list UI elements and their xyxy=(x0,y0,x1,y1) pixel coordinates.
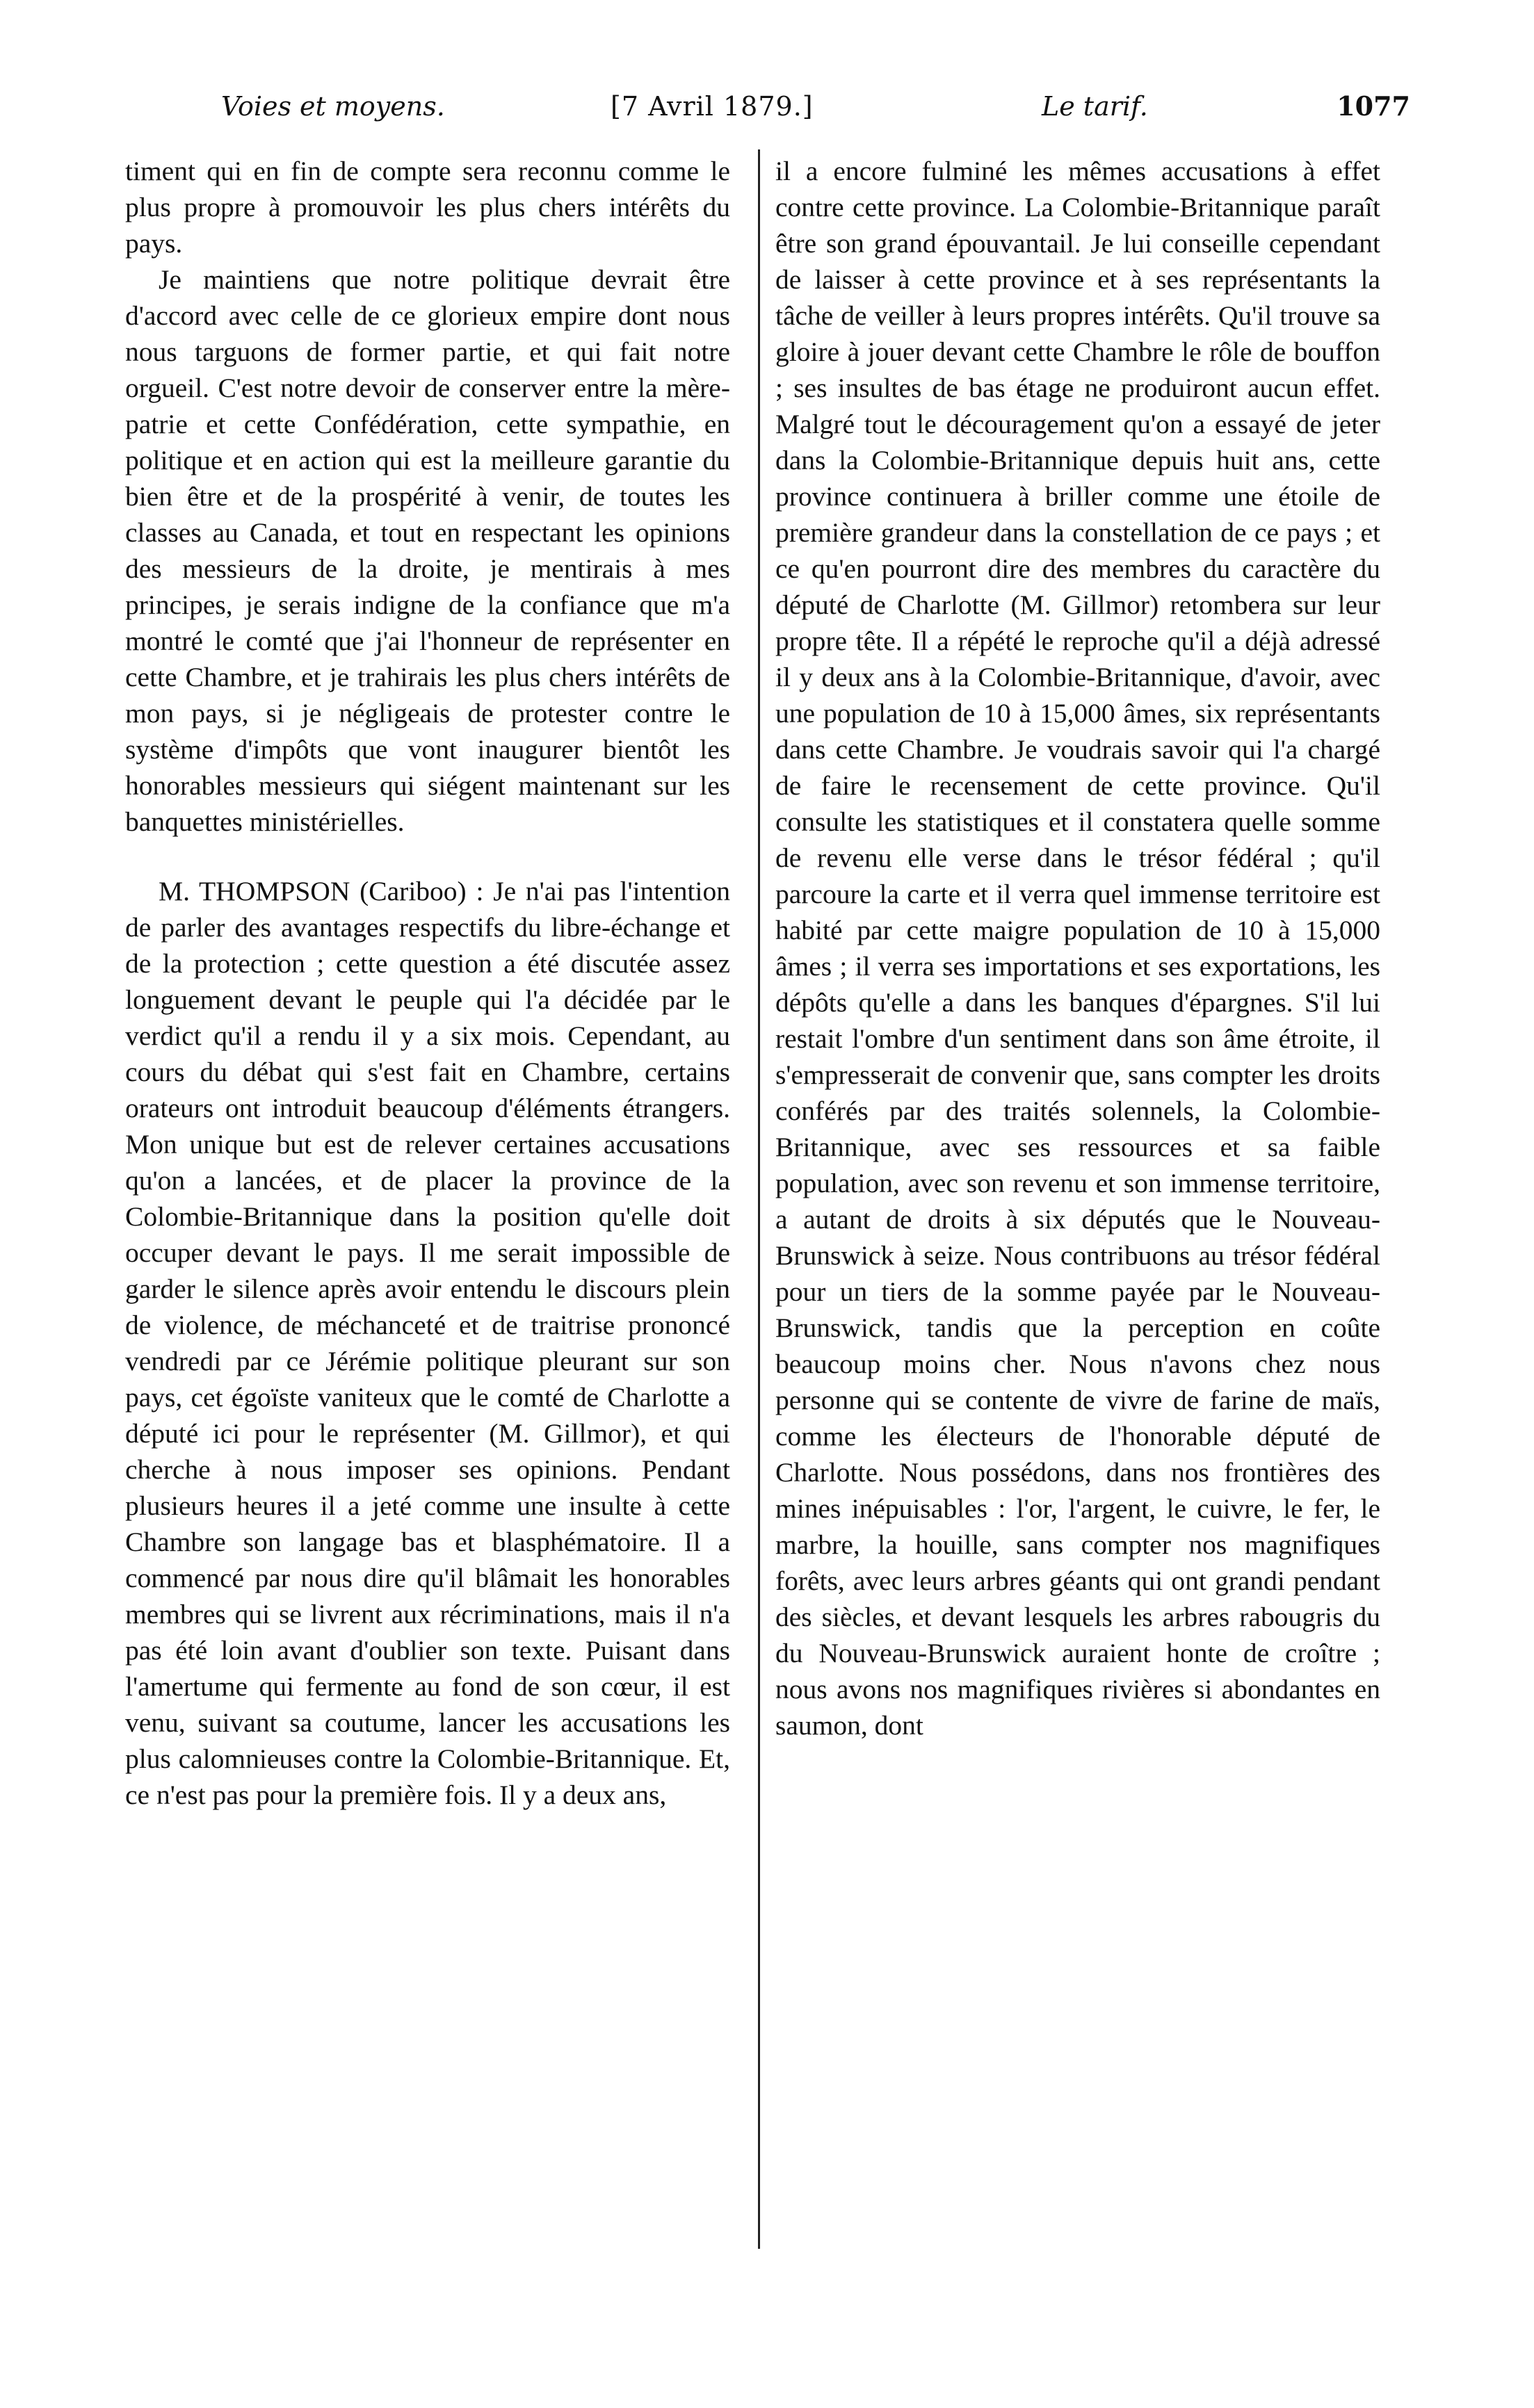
header-topic: Le tarif. xyxy=(1042,91,1148,122)
right-paragraph-1: il a encore fulminé les mêmes accusations à effet contre cette province. La Colombie-Britannique paraît être son grand épouvantail. Je lui conseille cependant de laisser à cette province et à ses représentants la tâche de veiller à leurs propres intérêts. Qu'il trouve sa gloire à jouer devant cette Chambre le rôle de bouffon ; ses insultes de bas étage ne produiront aucun effet. Malgré tout le découragement qu'on a essayé de jeter dans la Colombie-Britannique depuis huit ans, cette province continuera à briller comme une étoile de première grandeur dans la constellation de ce pays ; et ce qu'en pourront dire des membres du caractère du député de Charlotte (M. Gillmor) retombera sur leur propre tête. Il a répété le reproche qu'il a déjà adressé il y deux ans à la Colombie-Britannique, d'avoir, avec une population de 10 à 15,000 âmes, six représentants dans cette Chambre. Je voudrais savoir qui l'a chargé de faire le recensement de cette province. Qu'il consulte les statistiques et il constatera quelle somme de revenu elle verse dans le trésor fédéral ; qu'il parcoure la carte et il verra quel immense territoire est habité par cette maigre population de 10 à 15,000 âmes ; il verra ses importations et ses exportations, les dépôts qu'elle a dans les banques d'épargnes. S'il lui restait l'ombre d'un sentiment dans son âme étroite, il s'empresserait de convenir que, sans compter les droits conférés par des traités solennels, la Colombie-Britannique, avec ses ressources et sa faible population, avec son revenu et son immense territoire, a autant de droits à six députés que le Nouveau-Brunswick à seize. Nous contribuons au trésor fédéral pour un tiers de la somme payée par le Nouveau-Brunswick, tandis que la perception en coûte beaucoup moins cher. Nous n'avons chez nous personne qui se contente de vivre de farine de maïs, comme les électeurs de l'honorable député de Charlotte. Nous possédons, dans nos frontières des mines inépuisables : l'or, l'argent, le cuivre, le fer, le marbre, la houille, sans compter nos magnifiques forêts, avec leurs arbres géants qui ont grandi pendant des siècles, et devant lesquels les arbres rabougris du du Nouveau-Brunswick auraient honte de croître ; nous avons nos magnifiques rivières si abondantes en saumon, dont xyxy=(775,156,1380,1741)
left-paragraph-3 xyxy=(125,873,730,1813)
left-paragraph-1: timent qui en fin de compte sera reconnu comme le plus propre à promouvoir les plus chers intérêts du pays. xyxy=(125,156,730,259)
right-column xyxy=(775,153,1380,1743)
header-date: [7 Avril 1879.] xyxy=(611,91,814,122)
left-paragraph-3-text: (Cariboo) : Je n'ai pas l'intention de parler des avantages respectifs du libre-échange et de la protection ; cette question a été discutée assez longuement devant le peuple qui l'a décidée par le verdict qu'il a rendu il y a six mois. Cependant, au cours du débat qui s'est fait en Chambre, certains orateurs ont introduit beaucoup d'éléments étrangers. Mon unique but est de relever certaines accusations qu'on a lancées, et de placer la province de la Colombie-Britannique dans la position qu'elle doit occuper devant le pays. Il me serait impossible de garder le silence après avoir entendu le discours plein de violence, de méchanceté et de traitrise prononcé vendredi par ce Jérémie politique pleurant sur son pays, cet égoïste vaniteux que le comté de Charlotte a député ici pour le représenter (M. Gillmor), et qui cherche à nous imposer ses opinions. Pendant plusieurs heures il a jeté comme une insulte à cette Chambre son langage bas et blasphématoire. Il a commencé par nous dire qu'il blâmait les honorables membres qui se livrent aux récriminations, mais il n'a pas été loin avant d'oublier son texte. Puisant dans l'amertume qui fermente au fond de son cœur, il est venu, suivant sa coutume, lancer les accusations les plus calomnieuses contre la Colombie-Britannique. Et, ce n'est pas pour la première fois. Il y a deux ans, xyxy=(125,876,730,1810)
running-header xyxy=(221,82,1410,131)
column-divider xyxy=(758,149,760,2249)
page-number: 1077 xyxy=(1337,90,1410,122)
speaker-name: M. THOMPSON xyxy=(159,876,350,906)
left-column xyxy=(125,153,730,1813)
left-paragraph-2: Je maintiens que notre politique devrait être d'accord avec celle de ce glorieux empire dont nous nous targuons de former partie, et qui fait notre orgueil. C'est notre devoir de conserver entre la mère-patrie et cette Confédération, cette sympathie, en politique et en action qui est la meilleure garantie du bien être et de la prospérité à venir, de toutes les classes au Canada, et tout en respectant les opinions des messieurs de la droite, je mentirais à mes principes, je serais indigne de la confiance que m'a montré le comté que j'ai l'honneur de représenter en cette Chambre, et je trahirais les plus chers intérêts de mon pays, si je négligeais de protester contre le système d'impôts que vont inaugurer bientôt les honorables messieurs qui siégent maintenant sur les banquettes ministérielles. xyxy=(125,264,730,837)
header-section-title: Voies et moyens. xyxy=(221,91,445,122)
